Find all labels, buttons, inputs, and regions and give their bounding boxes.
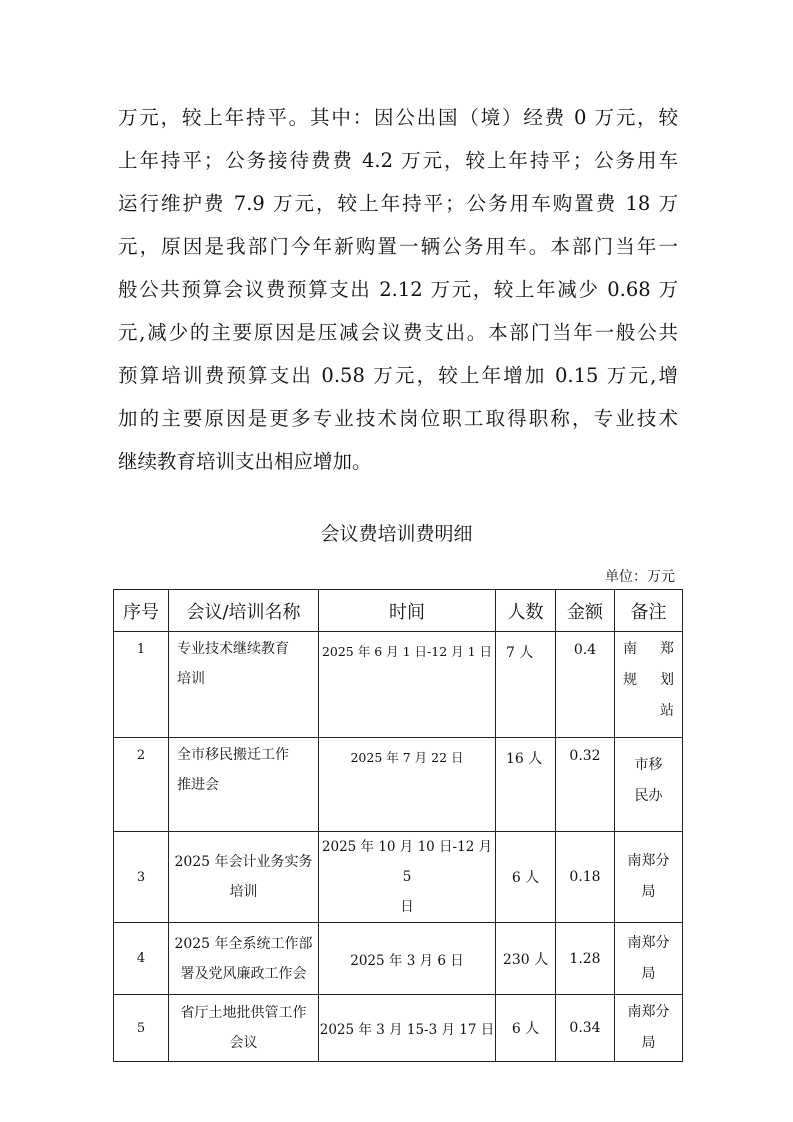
paragraph-line: 上年持平；公务接待费费 4.2 万元，较上年持平；公务用车: [118, 149, 678, 172]
cell-people: 7 人: [496, 632, 556, 738]
note-line: 南郑分: [627, 853, 670, 869]
paragraph-line: 继续教育培训支出相应增加。: [118, 450, 372, 473]
note-line: 站: [660, 703, 674, 719]
cell-people: 6 人: [496, 995, 556, 1062]
paragraph-line: 万元，较上年持平。其中：因公出国（境）经费 0 万元，较: [118, 106, 678, 129]
cell-no: 5: [114, 995, 169, 1062]
paragraph-line: 元,减少的主要原因是压减会议费支出。本部门当年一般公共: [118, 321, 678, 344]
paragraph-line: 加的主要原因是更多专业技术岗位职工取得职称，专业技术: [118, 407, 678, 430]
name-line: 署及党风廉政工作会: [180, 965, 307, 982]
name-line: 培训: [229, 884, 258, 900]
paragraph-line: 预算培训费预算支出 0.58 万元，较上年增加 0.15 万元,增: [118, 364, 678, 387]
cell-date: 2025 年 6 月 1 日-12 月 1 日: [319, 632, 496, 738]
cell-no: 3: [114, 832, 169, 923]
table-row: [114, 738, 683, 832]
paragraph-line: 般公共预算会议费预算支出 2.12 万元，较上年减少 0.68 万: [118, 278, 678, 301]
cell-note: [615, 832, 683, 923]
name-line: 会议: [229, 1035, 258, 1051]
cell-people: 6 人: [496, 832, 556, 923]
header-name: 会议/培训名称: [169, 590, 319, 632]
table-row: [114, 995, 683, 1062]
name-line: 推进会: [177, 777, 219, 793]
paragraph-line: 运行维护费 7.9 万元，较上年持平；公务用车购置费 18 万: [118, 192, 678, 215]
header-time: 时间: [319, 590, 496, 632]
name-line: 2025 年全系统工作部: [174, 935, 313, 952]
cell-amount: 0.32: [556, 738, 615, 832]
table-row: [114, 923, 683, 995]
cell-name: [169, 923, 319, 995]
table-header-row: [114, 590, 683, 632]
cell-note: [615, 632, 683, 738]
note-line: 民办: [634, 788, 663, 804]
table-row: [114, 832, 683, 923]
note-line: 规 划: [623, 672, 674, 688]
date-line: 2025 年 10 月 10 日-12 月 5: [321, 839, 493, 885]
cell-no: 1: [114, 632, 169, 738]
cell-people: 230 人: [496, 923, 556, 995]
header-note: 备注: [615, 590, 683, 632]
cell-date: 2025 年 7 月 22 日: [319, 738, 496, 832]
cell-date: 2025 年 3 月 15-3 月 17 日: [319, 995, 496, 1062]
note-line: 南郑分: [627, 1004, 670, 1020]
note-line: 局: [641, 1035, 656, 1051]
cell-note: [615, 738, 683, 832]
cell-no: 4: [114, 923, 169, 995]
date-line: 日: [400, 899, 414, 915]
header-no: 序号: [114, 590, 169, 632]
cell-date: [319, 832, 496, 923]
table-title: 会议费培训费明细: [320, 523, 473, 545]
cell-note: [615, 923, 683, 995]
paragraph-line: 元，原因是我部门今年新购置一辆公务用车。本部门当年一: [118, 235, 678, 258]
cell-name: [169, 738, 319, 832]
header-people: 人数: [496, 590, 556, 632]
note-line: 市移: [634, 757, 663, 773]
cell-name: [169, 995, 319, 1062]
cell-amount: 0.34: [556, 995, 615, 1062]
cell-date: 2025 年 3 月 6 日: [319, 923, 496, 995]
expense-table: [113, 589, 683, 1062]
unit-label: 单位：万元: [605, 569, 675, 585]
cell-note: [615, 995, 683, 1062]
note-line: 南 郑: [623, 641, 674, 657]
body-paragraph: [118, 96, 678, 483]
cell-amount: 1.28: [556, 923, 615, 995]
name-line: 培训: [177, 671, 205, 687]
cell-name: [169, 632, 319, 738]
name-line: 省厅土地批供管工作: [180, 1005, 307, 1021]
name-line: 全市移民搬迁工作: [177, 747, 289, 763]
header-amount: 金额: [556, 590, 615, 632]
table-row: [114, 632, 683, 738]
cell-name: [169, 832, 319, 923]
cell-people: 16 人: [496, 738, 556, 832]
cell-no: 2: [114, 738, 169, 832]
note-line: 南郑分: [627, 934, 670, 951]
note-line: 局: [641, 884, 656, 900]
name-line: 专业技术继续教育: [177, 641, 289, 657]
note-line: 局: [641, 965, 656, 982]
cell-amount: 0.18: [556, 832, 615, 923]
cell-amount: 0.4: [556, 632, 615, 738]
name-line: 2025 年会计业务实务: [174, 854, 313, 870]
